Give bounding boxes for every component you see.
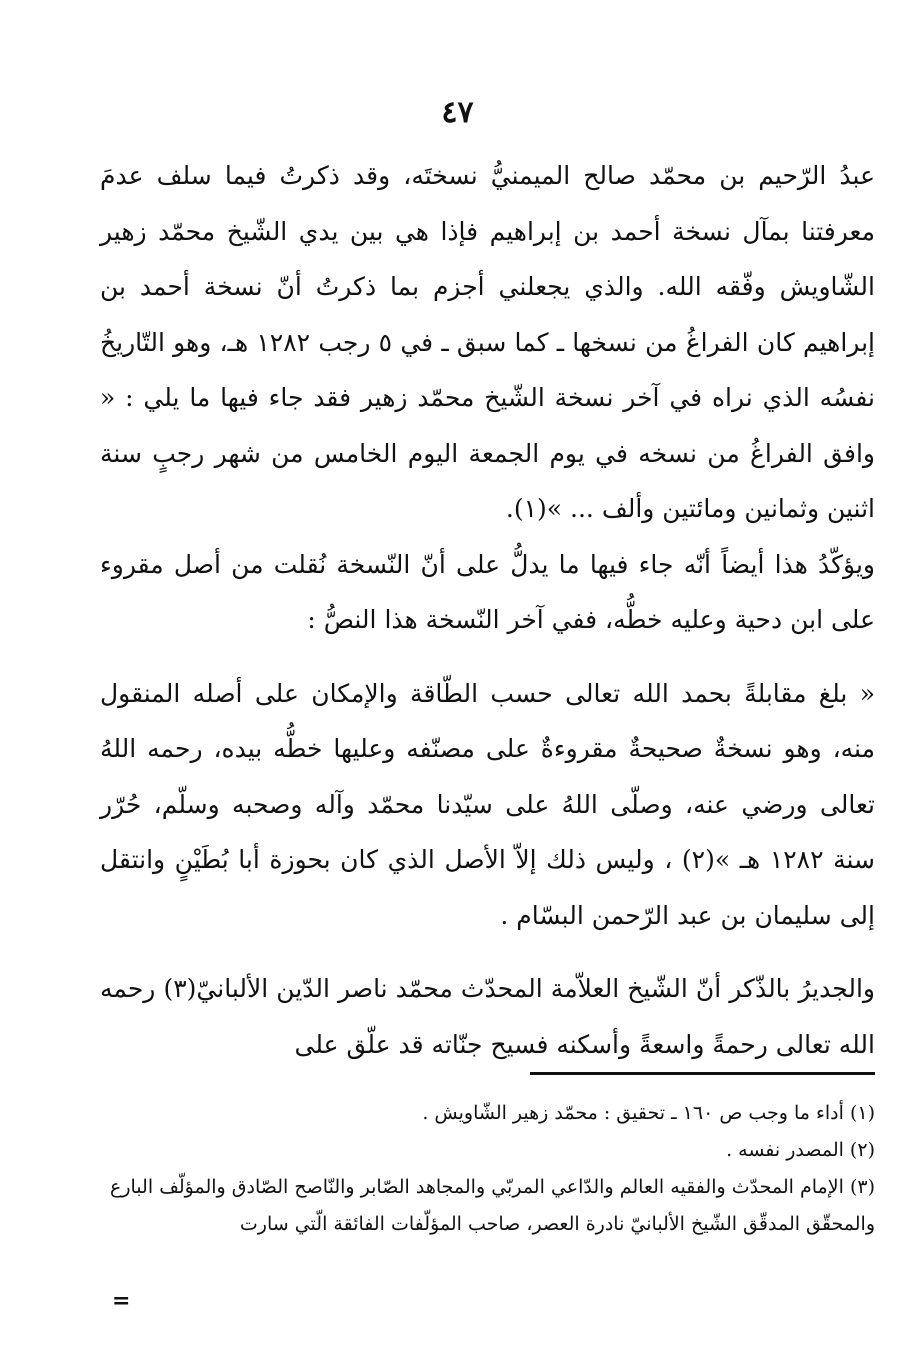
page-number: ٤٧: [441, 95, 474, 130]
footnotes: [110, 1095, 875, 1243]
paragraph: ويؤكّدُ هذا أيضاً أنّه جاء فيها ما يدلُّ على أنّ النّسخة نُقلت من أصل مقروء على ابن دحية وعليه خطُّه، ففي آخر النّسخة هذا النصُّ :: [100, 549, 875, 634]
main-text: [100, 148, 875, 1072]
paragraph: عبدُ الرّحيم بن محمّد صالح الميمنيُّ نسختَه، وقد ذكرتُ فيما سلف عدمَ معرفتنا بمآل نسخة أحمد بن إبراهيم فإذا هي بين يدي الشّيخ محمّد زهير الشّاويش وفّقه الله. والذي يجعلني أجزم بما ذكرتُ أنّ نسخة أحمد بن إبراهيم كان الفراغُ من نسخها ـ كما سبق ـ في ٥ رجب ١٢٨٢ هـ، وهو التّاريخُ نفسُه الذي نراه في آخر نسخة الشّيخ محمّد زهير فقد جاء فيها ما يلي : « وافق الفراغُ من نسخه في يوم الجمعة اليوم الخامس من شهر رجبٍ سنة اثنين وثمانين ومائتين وألف ... »(١).: [100, 161, 875, 523]
footnote-2: (٢) المصدر نفسه .: [726, 1139, 875, 1161]
paragraph: والجديرُ بالذّكر أنّ الشّيخ العلاّمة المحدّث محمّد ناصر الدّين الألبانيّ(٣) رحمه الله تعالى رحمةً واسعةً وأسكنه فسيح جنّاته قد علّق على: [100, 974, 875, 1059]
footnote-continuation-mark: =: [112, 1288, 131, 1314]
footnote-3: (٣) الإمام المحدّث والفقيه العالم والدّاعي المربّي والمجاهد الصّابر والنّاصح الصّادق والمؤلّف البارع والمحقّق المدقّق الشّيخ الألبانيّ نادرة العصر، صاحب المؤلّفات الفائقة الّتي سارت: [110, 1176, 875, 1235]
footnote-1: (١) أداء ما وجب ص ١٦٠ ـ تحقيق : محمّد زهير الشّاويش .: [422, 1102, 875, 1124]
quote-paragraph: « بلغ مقابلةً بحمد الله تعالى حسب الطّاقة والإمكان على أصله المنقول منه، وهو نسخةٌ صحيحةٌ مقروءةٌ على مصنّفه وعليها خطُّه بيده، رحمه اللهُ تعالى ورضي عنه، وصلّى اللهُ على سيّدنا محمّد وآله وصحبه وسلّم، حُرّر سنة ١٢٨٢ هـ »(٢) ، وليس ذلك إلاّ الأصل الذي كان بحوزة أبا بُطَيْنٍ وانتقل إلى سليمان بن عبد الرّحمن البسّام .: [100, 678, 876, 930]
footnote-separator: [530, 1072, 875, 1075]
